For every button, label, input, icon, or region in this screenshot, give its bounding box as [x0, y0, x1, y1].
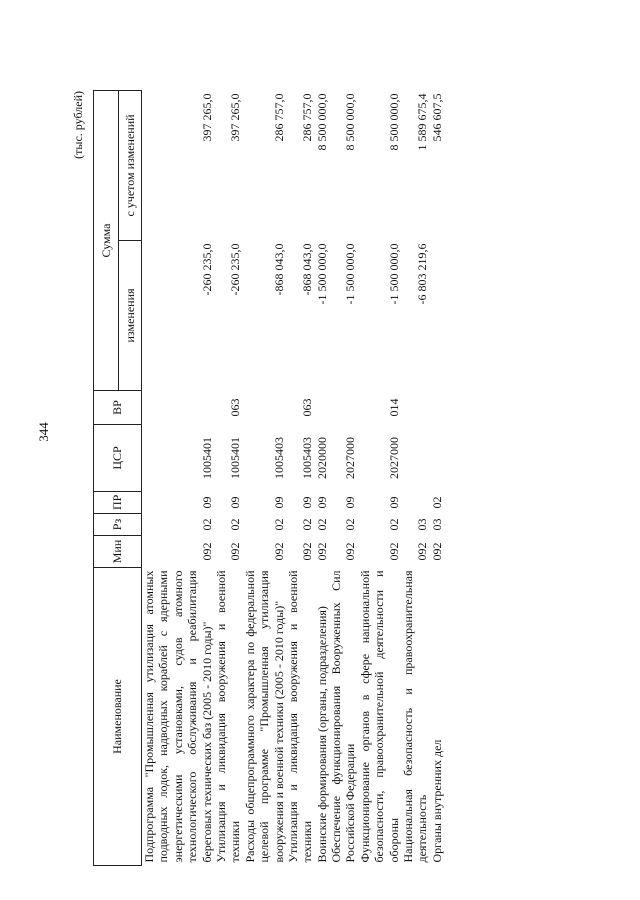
header-change: изменения — [119, 241, 142, 391]
row-name: Подпрограмма "Промышленная утилизация атомных подводных лодок, надводных кораблей с ядерными энергетическими установками, судов атомного технологического обслуживания и реабилитация береговых технических баз (2005 - 2010 годы)" — [142, 570, 214, 863]
page-number: 344 — [36, 422, 51, 442]
row-pr: 09 — [314, 496, 329, 509]
table-row — [358, 90, 401, 865]
row-pr: 09 — [386, 496, 401, 509]
row-pr: 09 — [343, 496, 358, 509]
row-vr — [329, 391, 358, 425]
row-csr: 1005403 — [271, 437, 286, 479]
row-csr: 2027000 — [343, 437, 358, 479]
row-change: -1 500 000,0 — [386, 243, 401, 305]
row-total: 286 757,0 — [271, 93, 286, 142]
row-total: 8 500 000,0 — [314, 93, 329, 151]
row-total: 397 265,0 — [199, 93, 214, 142]
table-row — [401, 90, 430, 865]
row-name: Органы внутренних дел — [429, 739, 444, 863]
row-name: Функционирование органов в сфере национальной безопасности, правоохранительной деятельности и обороны — [357, 570, 401, 863]
row-rz: 02 — [300, 518, 315, 531]
row-csr — [401, 425, 430, 492]
row-csr: 2027000 — [386, 437, 401, 479]
row-rz: 02 — [343, 518, 358, 531]
row-rz: 02 — [199, 518, 214, 531]
header-csr: ЦСР — [94, 425, 142, 492]
row-change: -1 500 000,0 — [343, 243, 358, 305]
row-vr: 063 — [300, 398, 315, 417]
header-pr: ПР — [94, 492, 142, 514]
table-row — [214, 90, 243, 865]
row-total: 8 500 000,0 — [343, 93, 358, 151]
table-header — [94, 90, 142, 865]
row-pr: 09 — [271, 496, 286, 509]
row-rz: 02 — [386, 518, 401, 531]
table-body — [142, 90, 445, 865]
row-change — [430, 241, 444, 391]
table-row — [243, 90, 286, 865]
row-name: Национальная безопасность и правоохранительная деятельность — [401, 570, 430, 863]
row-vr — [315, 391, 329, 425]
row-total: 397 265,0 — [228, 93, 243, 142]
header-sum: Сумма — [94, 90, 119, 390]
row-min: 092 — [300, 542, 315, 561]
table-row — [329, 90, 358, 865]
row-csr — [430, 425, 444, 492]
row-min: 092 — [314, 542, 329, 561]
row-rz: 02 — [314, 518, 329, 531]
row-total: 546 607,5 — [429, 93, 444, 142]
row-min: 092 — [386, 542, 401, 561]
units-label: (тыс. рублей) — [71, 91, 85, 159]
row-min: 092 — [228, 542, 243, 561]
row-change: -260 235,0 — [228, 243, 243, 296]
row-pr: 09 — [228, 496, 243, 509]
row-pr — [401, 492, 430, 514]
table-row — [430, 90, 444, 865]
row-change: -868 043,0 — [300, 243, 315, 296]
row-vr — [430, 391, 444, 425]
row-csr: 1005403 — [300, 437, 315, 479]
row-min: 092 — [415, 542, 430, 561]
row-rz: 03 — [429, 518, 444, 531]
table-row — [286, 90, 315, 865]
row-rz: 02 — [228, 518, 243, 531]
row-vr — [401, 391, 430, 425]
row-name: Расходы общепрограммного характера по федеральной целевой программе "Промышленная утилизация вооружения и военной техники (2005 - 2010 годы)" — [242, 570, 286, 863]
header-name: Наименование — [94, 568, 142, 866]
header-with-change: с учетом изменений — [119, 90, 142, 240]
budget-table — [93, 90, 444, 866]
row-rz: 02 — [271, 518, 286, 531]
header-vr: ВР — [94, 391, 142, 425]
row-name: Утилизация и ликвидация вооружения и военной техники — [213, 570, 243, 863]
header-min: Мин — [94, 536, 142, 568]
row-csr: 1005401 — [199, 437, 214, 479]
row-vr — [142, 391, 214, 425]
row-change: -1 500 000,0 — [314, 243, 329, 305]
row-vr — [243, 391, 286, 425]
row-csr: 2020000 — [314, 437, 329, 479]
row-change: -6 803 219,6 — [415, 243, 430, 305]
row-change: -260 235,0 — [199, 243, 214, 296]
row-name: Воинские формирования (органы, подразделения) — [314, 606, 329, 863]
row-rz: 03 — [415, 518, 430, 531]
row-csr: 1005401 — [228, 437, 243, 479]
row-total: 1 589 675,4 — [415, 93, 430, 151]
row-total: 286 757,0 — [300, 93, 315, 142]
row-pr: 09 — [199, 496, 214, 509]
row-min: 092 — [199, 542, 214, 561]
row-name: Обеспечение функционирования Вооруженных Сил Российской Федерации — [329, 570, 358, 863]
row-change: -868 043,0 — [271, 243, 286, 296]
table-row — [315, 90, 329, 865]
row-vr: 063 — [228, 398, 243, 417]
row-min: 092 — [271, 542, 286, 561]
row-pr: 09 — [300, 496, 315, 509]
row-total: 8 500 000,0 — [386, 93, 401, 151]
budget-table-sheet — [71, 91, 601, 866]
row-pr: 02 — [429, 496, 444, 509]
row-name: Утилизация и ликвидация вооружения и военной техники — [285, 570, 315, 863]
row-vr: 014 — [386, 398, 401, 417]
row-min: 092 — [343, 542, 358, 561]
header-rz: Рз — [94, 514, 142, 536]
table-row — [142, 90, 214, 865]
row-min: 092 — [429, 542, 444, 561]
